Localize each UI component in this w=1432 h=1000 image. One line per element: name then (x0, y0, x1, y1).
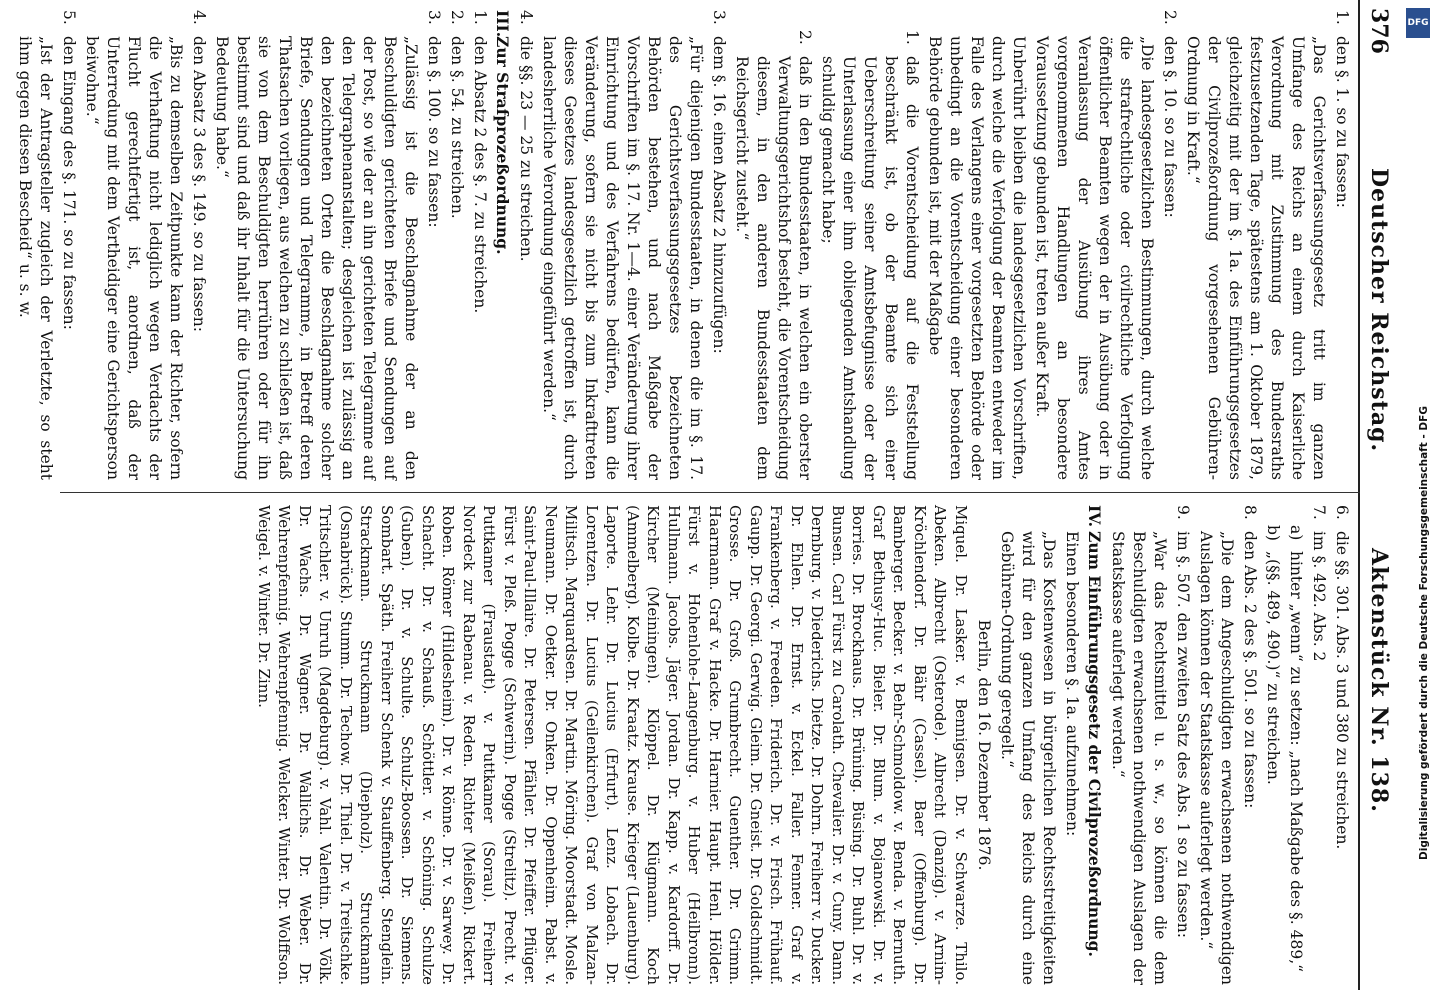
sub-item (1285, 505, 1306, 985)
item-text: im §. 507. den zweiten Satz des Abs. 1 so zu fassen: (1174, 531, 1192, 938)
item-number: IV. (1085, 505, 1104, 527)
item-number: 6. (1333, 505, 1351, 520)
numbered-item (1172, 505, 1193, 985)
sub-item-text: daß in den Bundesstaaten, in welchen ein oberster Verwaltungsgerichtshof besteht, die Vorentscheidung diesem, in den anderen Bundesstaaten dem Reichsgericht zusteht.“ (733, 56, 814, 480)
quoted-text: „Das Kostenwesen in bürgerlichen Rechtsstreitigkeiten wird für den ganzen Umfang des Reichs durch eine Gebühren-Ordnung geregelt.“ (998, 531, 1058, 985)
sub-item (731, 10, 815, 480)
section-heading (1084, 505, 1105, 985)
item-number: 1. (471, 10, 489, 25)
sub-item-text: „(§§. 489, 490.)“ zu streichen. (1264, 551, 1282, 785)
numbered-item (188, 10, 209, 480)
right-column (32, 505, 1352, 985)
column-divider (60, 492, 1360, 493)
item-number: 1. (1333, 10, 1351, 25)
date-line: Berlin, den 16. Dezember 1876. (975, 619, 993, 871)
item-number: 3. (710, 10, 728, 25)
dfg-logo: DFG (1406, 8, 1430, 38)
numbered-item (423, 10, 444, 480)
numbered-item (1331, 10, 1352, 480)
quoted-text: „Für diejenigen Bundesstaaten, in denen die im §. 17. des Gerichtsverfassungsgesetzes bezeichneten Behörden bestehen, und nach Maßgabe der Vorschriften im §. 17. Nr. 1—4. einer Veränderung ihrer Einrichtung und des Verfahrens bedürfen, kann die Veränderung, sofern sie nicht bis zum Inkrafttreten dieses Gesetzes landesgesetzlich getroffen ist, durch landesherrliche Verordnung eingeführt werden.“ (540, 36, 705, 480)
item-text: die §§. 23 — 25 zu streichen. (517, 36, 535, 262)
numbered-item (469, 10, 490, 480)
sub-item (817, 10, 922, 480)
item-text: den Absatz 3 des §. 149. so zu fassen: (190, 36, 208, 332)
item-text: den Absatz 2 des §. 7. zu streichen. (471, 36, 489, 314)
numbered-item (708, 10, 729, 480)
item-number: 2. (448, 10, 466, 25)
sub-item-number: 1. (903, 30, 921, 45)
header-rule (1358, 0, 1360, 990)
item-number: 7. (1310, 505, 1328, 520)
sub-item-number: a) (1287, 525, 1305, 541)
item-number: 3. (425, 10, 443, 25)
signatories-list: Miquel. Dr. Lasker. v. Bennigsen. Dr. v. Schwarze. Thilo. Abeken. Albrecht (Osterode). Albrecht (Danzig). v. Arnim-Kröchlendorf. Dr. Bähr (Cassel). Baer (Offenburg). Dr. Bamberger. Becker. v. Behr-Schmoldow. v. Benda. v. Bernuth. Graf Bethusy-Huc. Bieler. Dr. Blum. v. Bojanowski. Dr. v. Borries. Dr. Brockhaus. Dr. Brüning. Büsing. Dr. Buhl. Dr. v. Bunsen. Carl Fürst zu Carolath. Chevalier. Dr. v. Cuny. Dann. Dernburg. v. Diederichs. Dietze. Dr. Dohrn. Freiherr v. Ducker. Dr. Ehlen. Dr. Ernst. v. Eckel. Faller. Fenner. Graf v. Frankenberg. v. Freeden. Friderich. Dr. v. Frisch. Frühauf. Gaupp. Dr. Georgi. Gerwig. Gleim. Dr. Gneist. Dr. Goldschmidt. Grosse. Dr. Groß. Grumbrecht. Guenther. Dr. Grimm. Haarmann. Graf v. Hacke. Dr. Harnier. Haupt. Henl. Hölder. Fürst v. Hohenlohe-Langenburg. v. Huber (Heilbronn). Hullmann. Jacobs. Jäger. Jordan. Dr. Kapp. v. Kardorff. Dr. Kircher (Meiningen). Klöppel. Dr. Klügmann. Koch (Ammelberg). Kolbe. Dr. Kraatz. Krause. Krieger (Lauenburg). Laporte. Lehr. Dr. Lucius (Erfurt). Lenz. Lobach. Dr. Lorentzen. Dr. Lucius (Geilenkirchen). Graf von Malzan-Militsch. Marquardsen. Dr. Martin. Möring. Moorstadt. Mosle. Neumann. Dr. Oetker. Dr. Onken. Dr. Oppenheim. Pabst. v. Saint-Paul-Illaire. Dr. Petersen. Pfähler. Dr. Pfeiffer. Pflüger. Fürst v. Pleß. Pogge (Schwerin). Pogge (Strelitz). Precht. v. Puttkamer (Fraustadt). v. Puttkamer (Sorau). Freiherr Nordeck zur Rabenau. v. Reden. Richter (Meißen). Rickert. Roben. Römer (Hildesheim). Dr. v. Rönne. Dr. v. Sarwey. Dr. Schacht. Dr. v. Schauß. Schöttler. v. Schöning. Schulze (Guben). Dr. v. Schulte. Schulz-Boossen. Dr. Siemens. Sombart. Späth. Freiherr Schenk v. Stauffenberg. Stenglein. Strackmann. Struckmann (Diepholz). Struckmann (Osnabrück). Stumm. Dr. Techow. Dr. Thiel. Dr. v. Treitschke. Tritschler. v. Unruh (Magdeburg). v. Vahl. Valentin. Dr. Völk. Dr. Wachs. Dr. Wagner. Dr. Wallichs. Dr. Weber. Dr. Wehrenpfennig. Wehrenpfennig. Welcker. Winter. Dr. Wolffson. Weigel. v. Winter. Dr. Zinn. (255, 505, 970, 985)
numbered-item (515, 10, 536, 480)
item-number: III. (493, 10, 512, 38)
item-number: 9. (1174, 505, 1192, 520)
item-number: 2. (1161, 10, 1179, 25)
item-number: 4. (517, 10, 535, 25)
numbered-item (1308, 505, 1329, 985)
header-left-title: Deutscher Reichstag. (1366, 168, 1392, 453)
sub-item-text: hinter „wenn“ zu setzen: „nach Maßgabe des §. 489,“ (1287, 551, 1305, 973)
paragraph: Einen besonderen §. 1a. aufzunehmen: (1063, 531, 1081, 837)
item-text: die §§. 301. Abs. 3 und 380 zu streichen. (1333, 531, 1351, 850)
numbered-item (1331, 505, 1352, 985)
quoted-text: „Die dem Angeschuldigten erwachsenen nothwendigen Auslagen können der Staatskasse auferlegt werden.“ (1197, 531, 1236, 985)
sub-item (1262, 505, 1283, 985)
item-text: Zum Einführungsgesetz der Civilprozeßordnung. (1085, 531, 1104, 957)
item-text: den §. 54. zu streichen. (448, 36, 466, 219)
item-number: 4. (190, 10, 208, 25)
quoted-text: „Die landesgesetzlichen Bestimmungen, durch welche die strafrechtliche oder civilrechtliche Verfolgung öffentlicher Beamten wegen der in Ausübung oder in Veranlassung der Ausübung ihres Amtes vorgenommenen Handlungen an besondere Voraussetzung gebunden ist, treten außer Kraft. (1033, 36, 1156, 480)
numbered-item (1159, 10, 1180, 480)
numbered-item (1239, 505, 1260, 985)
item-text: den Eingang des §. 171. so zu fassen: (60, 36, 78, 330)
item-text: den Abs. 2 des §. 501. so zu fassen: (1241, 531, 1259, 809)
left-column (16, 10, 1352, 480)
quoted-text: „War das Rechtsmittel u. s. w., so können die dem Beschuldigten erwachsenen nothwendigen Auslagen der Staatskasse auferlegt werden.“ (1109, 531, 1169, 985)
item-text: den §. 10. so zu fassen: (1161, 36, 1179, 218)
item-text: dem §. 16. einen Absatz 2 hinzuzufügen: (710, 36, 728, 354)
sub-item-number: b) (1264, 525, 1282, 541)
page-number: 376 (1366, 8, 1392, 54)
item-text: den §. 100. so zu fassen: (425, 36, 443, 228)
item-text: den §. 1. so zu fassen: (1333, 36, 1351, 208)
quoted-text: „Das Gerichtsverfassungsgesetz tritt im ganzen Umfange des Reichs an einem durch Kaiserliche Verordnung mit Zustimmung des Bundesraths festzusetzenden Tage, spätestens am 1. Oktober 1879, gleichzeitig mit der im §. 1a. des Einführungsgesetzes der Civilprozeßordnung vorgesehenen Gebühren-Ordnung in Kraft.“ (1184, 36, 1328, 480)
numbered-item (446, 10, 467, 480)
item-number: 8. (1241, 505, 1259, 520)
page-header (1362, 8, 1392, 988)
sub-item-text: daß die Vorentscheidung auf die Feststellung beschränkt ist, ob der Beamte sich einer Ueberschreitung seiner Amtsbefugnisse oder der Unterlassung einer ihm obliegenden Amtshandlung schuldig gemacht habe; (819, 56, 921, 480)
item-number: 5. (60, 10, 78, 25)
item-text: im §. 492. Abs. 2 (1310, 531, 1328, 662)
quoted-text: „Bis zu demselben Zeitpunkte kann der Richter, sofern die Verhaftung nicht lediglich wegen Verdachts der Flucht gerechtfertigt ist, anordnen, daß der Unterredung mit dem Vertheidiger eine Gerichtsperson beiwohne.“ (83, 36, 185, 480)
header-right-title: Aktenstück Nr. 138. (1366, 548, 1392, 813)
quoted-text: Unberührt bleiben die landesgesetzlichen Vorschriften, durch welche die Verfolgung der Beamten entweder im Falle des Verlangens einer vorgesetzten Behörde oder unbedingt an die Vorentscheidung einer besonderen Behörde gebunden ist, mit der Maßgabe (926, 36, 1028, 480)
section-heading (492, 10, 513, 480)
item-text: Zur Strafprozeßordnung. (493, 36, 512, 255)
dfg-stamp (1404, 0, 1432, 1000)
quoted-text: „Ist der Antragsteller zugleich der Verletzte, so steht ihm gegen diesen Bescheid“ u. s. w. (16, 36, 55, 480)
numbered-item (58, 10, 79, 480)
quoted-text: „Zulässig ist die Beschlagnahme der an den Beschuldigten gerichteten Briefe und Sendungen auf der Post, so wie der an ihn gerichteten Telegramme auf den Telegraphenanstalten; desgleichen ist zulässig an den bezeichneten Orten die Beschlagnahme solcher Briefe, Sendungen und Telegramme, in Betreff deren Thatsachen vorliegen, aus welchen zu schließen ist, daß sie von dem Beschuldigten herrühren oder für ihn bestimmt sind und daß ihr Inhalt für die Untersuchung Bedeutung habe.“ (213, 36, 420, 480)
dfg-stamp-text: Digitalisierung gefördert durch die Deutsche Forschungsgemeinschaft - DFG (1418, 406, 1430, 860)
sub-item-number: 2. (796, 30, 814, 45)
